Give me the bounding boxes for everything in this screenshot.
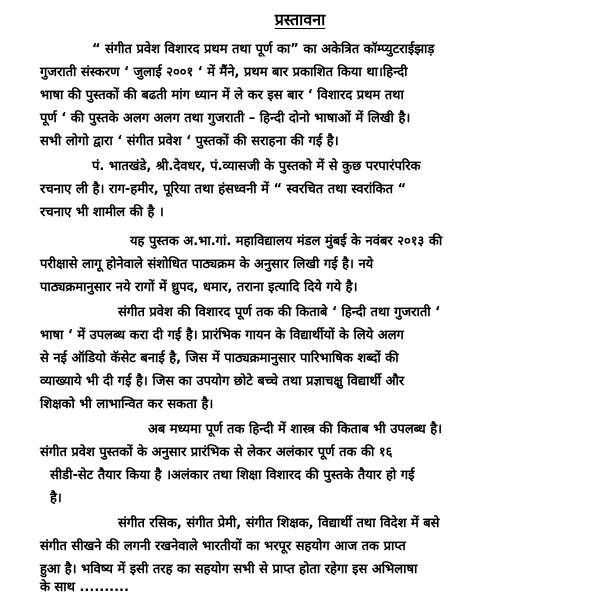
paragraph-1-line-2: गुजराती संस्करण ‘ जुलाई २००१ ‘ में मैंने, प्रथम बार प्रकाशित किया था।हिन्दी [40, 65, 408, 80]
paragraph-1-line-3: भाषा की पुस्तकों की बढती मांग ध्यान में ले कर इस बार ‘ विशारद प्रथम तथा [40, 88, 404, 103]
paragraph-3-line-2: परीक्षासे लागू होनेवाले संशोधित पाठ्यक्रम के अनुसार लिखी गई है। नये [40, 257, 374, 272]
paragraph-5-line-3: सीडी-सेट तैयार किया है ।अलंकार तथा शिक्षा विशारद की पुस्तके तैयार हो गई [50, 468, 415, 483]
paragraph-5-line-1: अब मध्यमा पूर्ण तक हिन्दी में शास्त्र की किताब भी उपलब्ध है। [148, 422, 443, 437]
paragraph-4-line-3: से नई ऑडियो कॅसेट बनाई है, जिस में पाठ्यक्रमानुसार पारिभाषिक शब्दों की [40, 351, 399, 366]
paragraph-6-line-1: संगीत रसिक, संगीत प्रेमी, संगीत शिक्षक, विद्यार्थी तथा विदेश में बसे [118, 516, 440, 531]
paragraph-3-line-3: पाठ्यक्रमानुसार नये रागों में ध्रुपद, धमार, तराना इत्यादि दिये गये है। [40, 280, 358, 295]
paragraph-4-line-2: भाषा ‘ में उपलब्ध करा दी गई है। प्रारंभिक गायन के विद्यार्थीयों के लिये अलग [40, 328, 404, 343]
paragraph-1-line-1: “ संगीत प्रवेश विशारद प्रथम तथा पूर्ण का” का अकेत्रित कॉम्प्युटराईझाड़ [92, 42, 435, 57]
paragraph-4-line-5: शिक्षको भी लाभान्वित कर सकता है। [40, 397, 214, 412]
paragraph-1-line-5: सभी लोगो द्वारा ‘ संगीत प्रवेश ‘ पुस्तकों की सराहना की गई है। [40, 134, 339, 149]
paragraph-1-line-4: पूर्ण ‘ की पुस्तके अलग अलग तथा गुजराती – हिन्दी दोनो भाषाओं में लिखी है। [40, 111, 411, 126]
paragraph-6-line-3: हुआ है। भविष्य में इसी तरह का सहयोग सभी से प्राप्त होता रहेगा इस अभिलाषा [40, 562, 418, 577]
paragraph-2-line-3: रचनाए भी शामील की है । [40, 205, 164, 220]
paragraph-4-line-4: व्याख्याये भी दी गई है। जिस का उपयोग छोटे बच्चे तथा प्रज्ञाचक्षु विद्यार्थी और [40, 374, 405, 389]
paragraph-3-line-1: यह पुस्तक अ.भा.गां. महाविद्यालय मंडल मुंबई के नवंबर २०१३ की [130, 234, 443, 249]
paragraph-6-line-4: के साथ .......... [40, 580, 129, 595]
paragraph-6-line-2: संगीत सीखने की लगनी रखनेवाले भारतीयों का भरपूर सहयोग आज तक प्राप्त [40, 539, 406, 554]
paragraph-5-line-4: है। [50, 491, 62, 506]
document-title: प्रस्तावना [274, 10, 326, 29]
paragraph-2-line-2: रचनाए ली है। राग-हमीर, पूरिया तथा हंसध्वनी में “ स्वरचित तथा स्वरांकित “ [40, 182, 407, 197]
paragraph-5-line-2: संगीत प्रवेश पुस्तकों के अनुसार प्रारंभिक से लेकर अलंकार पूर्ण तक की १६ [40, 445, 393, 460]
paragraph-4-line-1: संगीत प्रवेश की विशारद पूर्ण तक की किताबे ‘ हिन्दी तथा गुजराती ‘ [118, 305, 441, 320]
paragraph-2-line-1: पं. भातखंडे, श्री.देवधर, पं.व्यासजी के पुस्तको में से कुछ परपारंपरिक [92, 159, 421, 174]
